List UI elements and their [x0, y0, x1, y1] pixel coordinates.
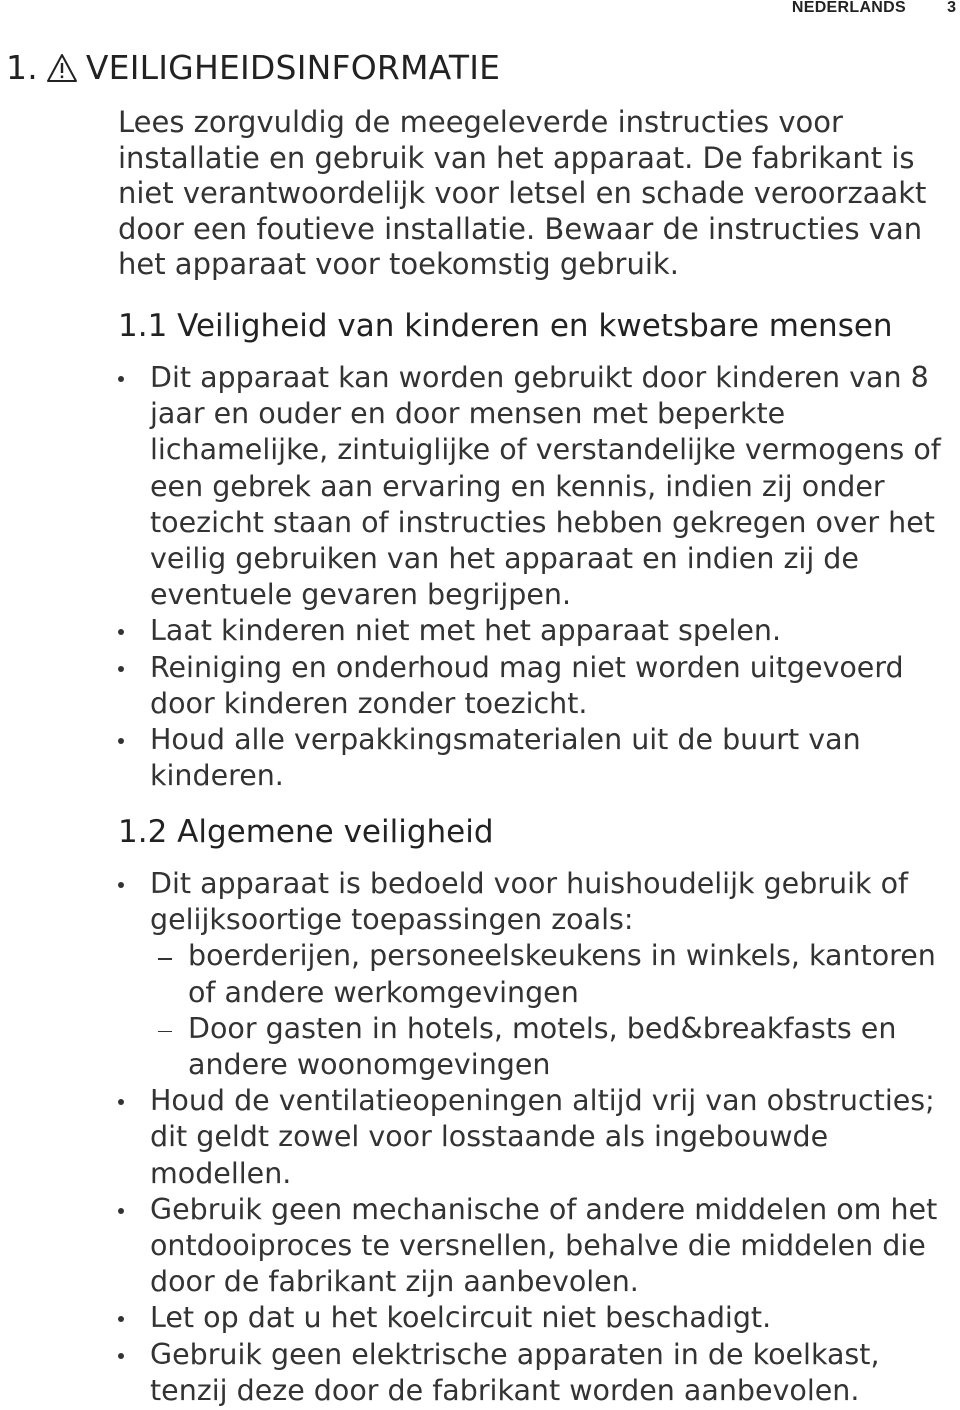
intro-paragraph: Lees zorgvuldig de meegeleverde instructies voor installatie en gebruik van het apparaat. De fabrikant is niet verantwoordelijk voor letsel en schade veroorzaakt door een foutieve installatie. Bewaar de instructies van het apparaat voor toekomstig gebruik.: [118, 105, 927, 282]
section-heading-1-2: 1.2 Algemene veiligheid: [118, 814, 494, 850]
list-item: Laat kinderen niet met het apparaat spelen.: [0, 613, 960, 649]
sub-list-item: boerderijen, personeelskeukens in winkels, kantoren of andere werkomgevingen: [150, 938, 958, 1010]
list-item: Gebruik geen elektrische apparaten in de koelkast, tenzij deze door de fabrikant worden aanbevolen.: [0, 1337, 960, 1409]
chapter-heading: [6, 48, 500, 87]
section-heading-1-1: 1.1 Veiligheid van kinderen en kwetsbare mensen: [118, 308, 893, 344]
list-item: Reiniging en onderhoud mag niet worden uitgevoerd door kinderen zonder toezicht.: [0, 650, 960, 722]
list-item: Let op dat u het koelcircuit niet beschadigt.: [0, 1300, 960, 1336]
chapter-title: VEILIGHEIDSINFORMATIE: [85, 48, 501, 87]
sub-list-item: Door gasten in hotels, motels, bed&breakfasts en andere woonomgevingen: [150, 1011, 958, 1083]
list-item-text: Dit apparaat is bedoeld voor huishoudelijk gebruik of gelijksoortige toepassingen zoals:: [150, 867, 909, 937]
warning-triangle-icon: [46, 53, 78, 83]
section-1-1-list: [0, 360, 960, 794]
section-1-2-list: [0, 866, 960, 1409]
list-item: Gebruik geen mechanische of andere middelen om het ontdooiproces te versnellen, behalve die middelen die door de fabrikant zijn aanbevolen.: [0, 1192, 960, 1301]
page-header: [0, 0, 960, 19]
list-item: Houd de ventilatieopeningen altijd vrij van obstructies; dit geldt zowel voor losstaande als ingebouwde modellen.: [0, 1083, 960, 1192]
list-item: [0, 866, 960, 1083]
list-item: Dit apparaat kan worden gebruikt door kinderen van 8 jaar en ouder en door mensen met beperkte lichamelijke, zintuiglijke of verstandelijke vermogens of een gebrek aan ervaring en kennis, indien zij onder toezicht staan of instructies hebben gekregen over het veilig gebruiken van het apparaat en indien zij de eventuele gevaren begrijpen.: [0, 360, 960, 613]
language-label: NEDERLANDS: [791, 0, 906, 16]
chapter-number: 1.: [6, 48, 38, 87]
page-number: 3: [947, 0, 956, 16]
sub-list: [150, 938, 958, 1083]
list-item: Houd alle verpakkingsmaterialen uit de buurt van kinderen.: [0, 722, 960, 794]
